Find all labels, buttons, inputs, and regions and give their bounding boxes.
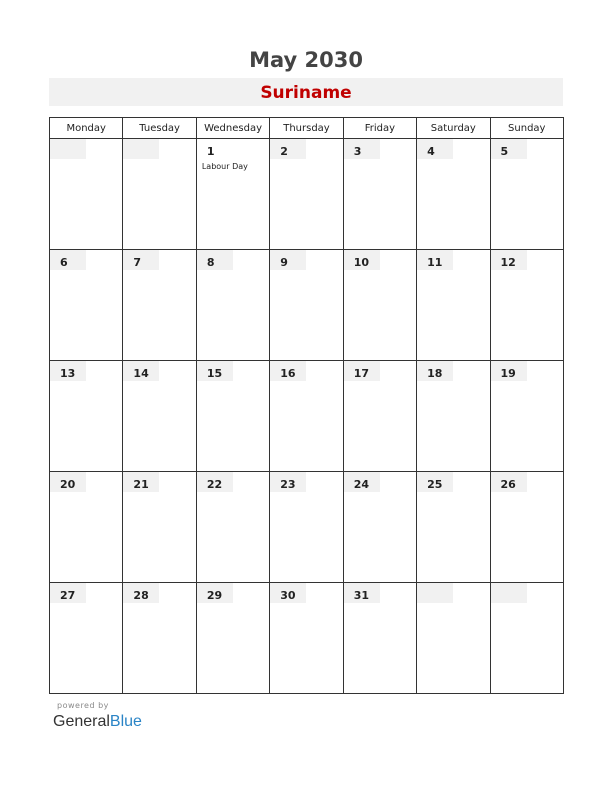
day-number: 11 — [427, 256, 443, 269]
day-cell — [417, 361, 490, 472]
day-cell — [417, 472, 490, 583]
day-number: 1 — [206, 145, 215, 158]
day-number-box — [197, 250, 233, 270]
day-number: 4 — [427, 145, 435, 158]
day-number: 14 — [133, 367, 149, 380]
holiday-label: Labour Day — [201, 162, 248, 171]
day-number-box — [50, 139, 86, 159]
day-number: 28 — [133, 589, 149, 602]
day-number-box — [123, 139, 159, 159]
day-number-box — [270, 250, 306, 270]
day-number: 2 — [280, 145, 288, 158]
day-number-box — [270, 139, 306, 159]
day-cell — [343, 472, 416, 583]
day-number-box — [50, 250, 86, 270]
day-cell — [490, 472, 563, 583]
day-number: 31 — [353, 589, 369, 602]
day-cell — [50, 361, 123, 472]
day-cell — [123, 250, 196, 361]
week-row — [50, 472, 564, 583]
day-cell — [343, 250, 416, 361]
calendar-title: May 2030 — [249, 48, 363, 72]
weekday-saturday: Saturday — [417, 118, 490, 139]
day-number: 26 — [500, 478, 516, 491]
day-cell — [123, 139, 196, 250]
day-cell — [123, 472, 196, 583]
day-number: 24 — [353, 478, 369, 491]
day-cell — [196, 361, 269, 472]
calendar-grid — [49, 117, 564, 694]
day-number: 19 — [500, 367, 516, 380]
generalblue-logo[interactable] — [53, 713, 142, 731]
day-cell — [123, 361, 196, 472]
day-cell — [123, 583, 196, 694]
powered-by-text: powered by — [57, 701, 109, 710]
brand-blue-text: Blue — [109, 713, 142, 730]
day-cell — [490, 361, 563, 472]
day-number: 25 — [427, 478, 443, 491]
day-cell — [417, 139, 490, 250]
day-number: 21 — [133, 478, 149, 491]
brand-general-text: General — [53, 713, 110, 730]
day-number: 16 — [280, 367, 296, 380]
day-cell — [50, 472, 123, 583]
weekday-monday: Monday — [50, 118, 123, 139]
day-number: 10 — [353, 256, 369, 269]
weekday-header-row — [50, 118, 564, 139]
day-cell — [270, 250, 343, 361]
day-cell — [196, 250, 269, 361]
week-row — [50, 361, 564, 472]
day-number: 8 — [206, 256, 215, 269]
country-banner — [49, 78, 563, 106]
day-number: 6 — [60, 256, 68, 269]
day-cell — [417, 583, 490, 694]
day-number-box — [417, 583, 453, 603]
day-cell — [270, 583, 343, 694]
day-number-box — [491, 139, 527, 159]
day-number: 20 — [60, 478, 76, 491]
week-row — [50, 583, 564, 694]
weekday-sunday: Sunday — [490, 118, 563, 139]
day-number: 12 — [500, 256, 516, 269]
day-number-box — [491, 583, 527, 603]
day-number-box — [123, 250, 159, 270]
day-cell — [50, 250, 123, 361]
day-number: 7 — [133, 256, 142, 269]
day-number: 23 — [280, 478, 296, 491]
day-cell — [417, 250, 490, 361]
weekday-wednesday: Wednesday — [196, 118, 269, 139]
day-number: 9 — [280, 256, 288, 269]
day-cell — [343, 583, 416, 694]
day-cell — [270, 139, 343, 250]
day-number-box — [417, 139, 453, 159]
day-cell — [490, 250, 563, 361]
day-number: 5 — [500, 145, 509, 158]
day-number: 29 — [206, 589, 223, 602]
day-number: 13 — [60, 367, 76, 380]
day-number: 27 — [60, 589, 76, 602]
country-name: Suriname — [260, 83, 352, 103]
week-row — [50, 250, 564, 361]
day-cell — [196, 583, 269, 694]
day-cell — [196, 139, 269, 250]
day-cell — [270, 361, 343, 472]
week-row — [50, 139, 564, 250]
day-cell — [343, 361, 416, 472]
day-number: 18 — [427, 367, 443, 380]
day-cell — [50, 139, 123, 250]
day-cell — [490, 139, 563, 250]
day-cell — [270, 472, 343, 583]
weekday-thursday: Thursday — [270, 118, 343, 139]
day-number-box — [344, 139, 380, 159]
day-cell — [196, 472, 269, 583]
day-number: 17 — [353, 367, 369, 380]
weekday-friday: Friday — [343, 118, 416, 139]
weekday-tuesday: Tuesday — [123, 118, 196, 139]
day-number: 15 — [206, 367, 223, 380]
day-cell — [343, 139, 416, 250]
day-number: 3 — [353, 145, 362, 158]
day-cell — [490, 583, 563, 694]
day-cell — [50, 583, 123, 694]
day-number: 30 — [280, 589, 296, 602]
day-number: 22 — [206, 478, 223, 491]
